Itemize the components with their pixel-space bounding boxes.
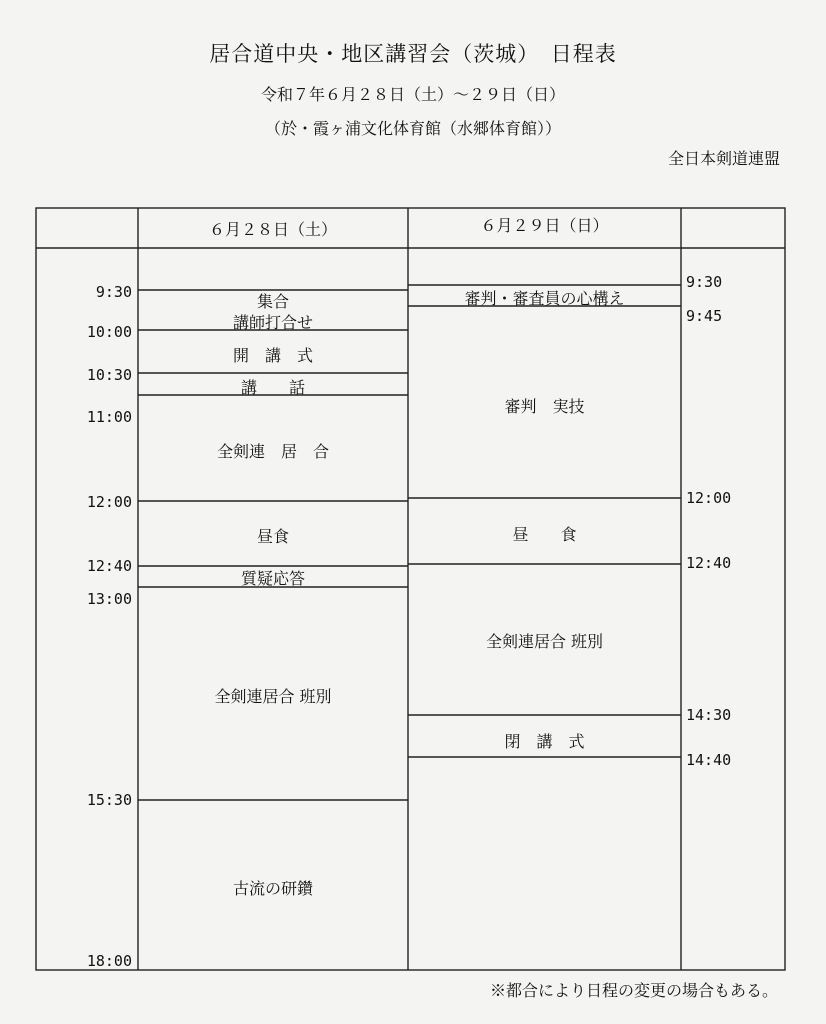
time-label: 14:30 — [686, 706, 732, 724]
schedule-cell: 集合 — [256, 292, 289, 311]
time-label: 12:00 — [86, 493, 132, 511]
page-title: 居合道中央・地区講習会（茨城） 日程表 — [209, 42, 617, 66]
column-header-day2: ６月２９日（日） — [480, 216, 609, 235]
event-venue: （於・霞ヶ浦文化体育館（水郷体育館）） — [264, 119, 561, 138]
schedule-cell: 質疑応答 — [240, 569, 305, 588]
time-label: 10:30 — [86, 366, 132, 384]
event-date: 令和７年６月２８日（土）～２９日（日） — [260, 85, 565, 104]
schedule-cell: 講 話 — [240, 378, 305, 397]
schedule-cell: 講師打合せ — [232, 313, 313, 332]
schedule-cell: 閉 講 式 — [504, 732, 585, 751]
time-label: 14:40 — [686, 751, 732, 769]
schedule-cell: 昼 食 — [512, 525, 577, 544]
time-label: 9:30 — [95, 283, 132, 301]
time-label: 18:00 — [86, 952, 132, 970]
schedule-cell: 審判・審査員の心構え — [464, 289, 625, 308]
time-label: 11:00 — [86, 408, 132, 426]
schedule-cell: 全剣連 居 合 — [216, 442, 329, 461]
time-label: 9:45 — [686, 307, 723, 325]
schedule-cell: 審判 実技 — [504, 397, 585, 416]
column-header-day1: ６月２８日（土） — [208, 220, 337, 239]
schedule-cell: 全剣連居合 班別 — [214, 687, 332, 706]
schedule-cell: 昼食 — [256, 527, 289, 546]
time-label: 12:40 — [86, 557, 132, 575]
schedule-cell: 古流の研鑽 — [232, 879, 313, 898]
footnote: ※都合により日程の変更の場合もある。 — [489, 981, 778, 1000]
schedule-cell: 全剣連居合 班別 — [485, 632, 604, 651]
time-label: 15:30 — [86, 791, 132, 809]
time-label: 12:00 — [686, 489, 732, 507]
schedule-cell: 開 講 式 — [232, 346, 313, 365]
time-label: 12:40 — [686, 554, 732, 572]
time-label: 13:00 — [86, 590, 132, 608]
time-label: 10:00 — [86, 323, 132, 341]
time-label: 9:30 — [686, 273, 723, 291]
organization-name: 全日本剣道連盟 — [667, 149, 780, 168]
